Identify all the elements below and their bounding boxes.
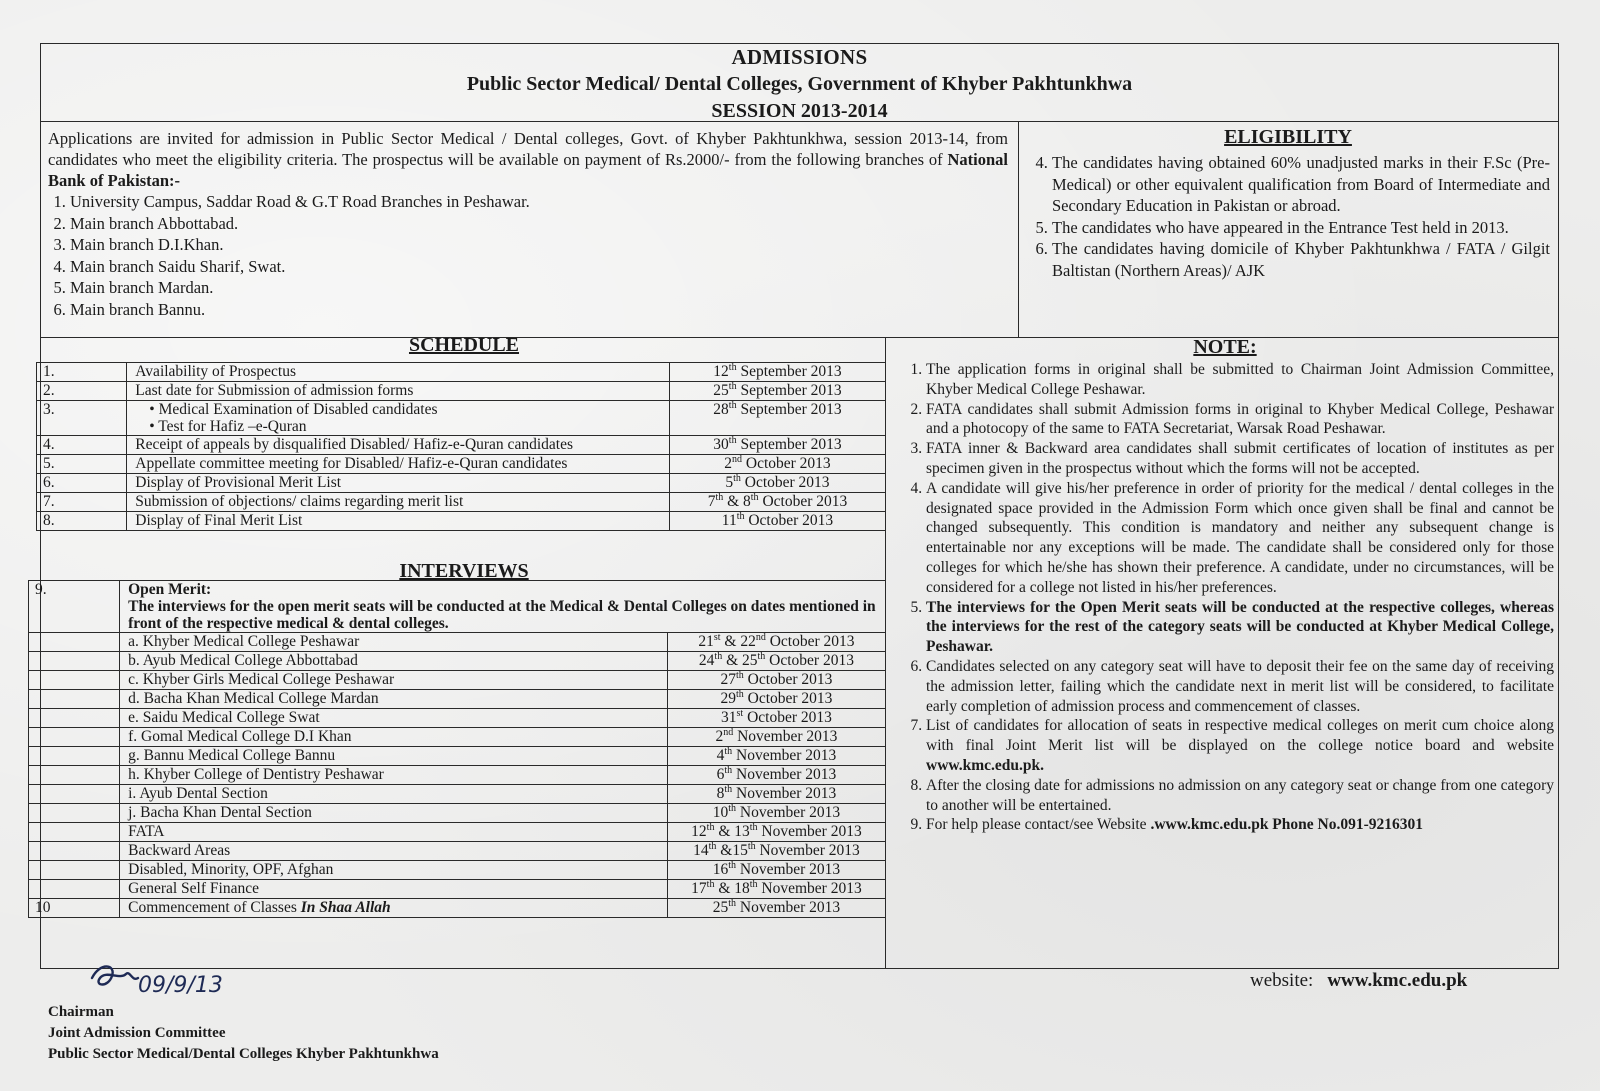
date-day: 17 [691, 880, 707, 897]
interviews-title: INTERVIEWS [399, 560, 529, 582]
branch-list [48, 191, 1008, 320]
note-text: Candidates selected on any category seat will have to deposit their fee on the same day of receiving the admission letter, failing which the candidate next in merit list will be considered, to facilitate early completion of admission process and commencement of classes. [926, 657, 1554, 715]
date-month-year: November 2013 [732, 766, 837, 783]
date-suffix: th [708, 840, 717, 852]
college-cell: a. Khyber Medical College Peshawar [120, 633, 668, 652]
date-day: 2 [724, 455, 732, 472]
college-cell: d. Bacha Khan Medical College Mardan [120, 690, 668, 709]
event-cell [127, 363, 670, 382]
intro-section [48, 128, 1008, 320]
date-cell [667, 690, 885, 709]
date-month-year: October 2013 [744, 512, 834, 529]
eligibility-item: 5. The candidates who have appeared in the Entrance Test held in 2013. [1052, 217, 1550, 239]
branch-item: 1. University Campus, Saddar Road & G.T Road Branches in Peshawar. [70, 191, 1008, 213]
date-month-year: October 2013 [743, 690, 833, 707]
notice-header [40, 44, 1559, 125]
date-suffix: th [714, 650, 723, 662]
date-suffix: th [728, 399, 737, 411]
interview-row [29, 690, 886, 709]
eligibility-item: 6. The candidates having domicile of Khyber Pakhtunkhwa / FATA / Gilgit Baltistan (Northern Areas)/ AJK [1052, 238, 1550, 281]
note-item [926, 776, 1554, 816]
interview-row [29, 823, 886, 842]
note-text: List of candidates for allocation of seats in respective medical colleges on merit cum choice along with final Joint Merit list will be displayed on the college notice board and website [926, 717, 1554, 755]
interview-row [29, 747, 886, 766]
date-month-year: November 2013 [732, 785, 837, 802]
date-day-second: & 18 [714, 880, 750, 897]
date-cell [669, 493, 885, 512]
date-suffix: th [724, 745, 733, 757]
date-suffix: th [747, 840, 756, 852]
college-cell: Disabled, Minority, OPF, Afghan [120, 861, 668, 880]
note-title: NOTE: [1193, 336, 1257, 358]
schedule-title: SCHEDULE [408, 334, 520, 356]
open-merit-title: Open Merit: [128, 581, 212, 598]
date-suffix: th [733, 472, 741, 484]
date-suffix: th [749, 821, 758, 833]
date-day: 12 [713, 363, 729, 380]
branch-item: 2. Main branch Abbottabad. [70, 213, 1008, 235]
note-text: FATA candidates shall submit Admission forms in original to Khyber Medical College, Peshawar and a photocopy of the same to FATA Secretariat, Warsak Road Peshawar. [926, 400, 1554, 438]
website-footer [1250, 970, 1467, 992]
date-cell [667, 671, 885, 690]
row-number [29, 671, 120, 690]
date-cell [669, 474, 885, 493]
note-link[interactable]: www.kmc.edu.pk. [926, 756, 1044, 774]
date-day: 11 [721, 512, 737, 529]
row-number: 1. [37, 363, 127, 382]
event-text: Availability of Prospectus [135, 363, 296, 380]
schedule-row [37, 382, 886, 401]
branch-item: 5. Main branch Mardan. [70, 277, 1008, 299]
date-day: 27 [720, 671, 736, 688]
event-cell [127, 512, 670, 531]
date-suffix: th [735, 669, 744, 681]
date-cell [669, 436, 885, 455]
date-day: 25 [713, 382, 729, 399]
signatory-title: Chairman [48, 1004, 114, 1020]
date-suffix: th [749, 878, 758, 890]
college-cell: f. Gomal Medical College D.I Khan [120, 728, 668, 747]
row-number [29, 747, 120, 766]
college-cell: e. Saidu Medical College Swat [120, 709, 668, 728]
date-cell [667, 747, 885, 766]
date-suffix: th [736, 510, 745, 522]
signatory-committee: Joint Admission Committee [48, 1025, 226, 1041]
date-suffix: th [724, 783, 733, 795]
date-suffix: th [706, 821, 715, 833]
row-number: 5. [37, 455, 127, 474]
row-number [29, 842, 120, 861]
date-month-year: October 2013 [740, 474, 830, 491]
date-day-second: & 13 [714, 823, 750, 840]
row-number: 9. [29, 581, 120, 633]
schedule-row [37, 493, 886, 512]
row-number [29, 728, 120, 747]
row-number: 3. [37, 401, 127, 436]
row-number: 8. [37, 512, 127, 531]
date-suffix: th [715, 491, 724, 503]
date-suffix: th [757, 650, 766, 662]
date-day: 6 [716, 766, 725, 783]
note-item [926, 400, 1554, 440]
note-text: The application forms in original shall be submitted to Chairman Joint Admission Committee, Khyber Medical College Peshawar. [926, 361, 1554, 398]
signature-date: 09/9/13 [138, 973, 223, 998]
note-text: The interviews for the Open Merit seats will be conducted at the respective colleges, whereas the interviews for the rest of the category seats will be conducted at Khyber Medical College, Peshawar. [926, 598, 1554, 656]
interview-row [29, 709, 886, 728]
event-cell [127, 455, 670, 474]
date-day: 21 [698, 633, 714, 650]
date-month-year: November 2013 [757, 823, 862, 840]
date-month-year: October 2013 [742, 455, 831, 472]
date-day: 14 [693, 842, 709, 859]
date-suffix: nd [755, 631, 766, 643]
date-day-second: & 25 [722, 652, 758, 669]
interviews-table [28, 580, 886, 918]
notice-subtitle: Public Sector Medical/ Dental Colleges, Government of Khyber Pakhtunkhwa [466, 73, 1133, 95]
date-day: 7 [707, 493, 716, 510]
open-merit-desc: The interviews for the open merit seats will be conducted at the Medical & Dental Colleges on dates mentioned in front of the respective medical & dental colleges. [128, 598, 876, 632]
row-number [29, 766, 120, 785]
schedule-table [36, 362, 886, 531]
note-link[interactable]: .www.kmc.edu.pk Phone No.091-9216301 [1150, 816, 1424, 834]
event-text: Last date for Submission of admission forms [135, 382, 414, 399]
date-cell [669, 363, 885, 382]
event-cell [127, 401, 670, 436]
row-number: 4. [37, 436, 127, 455]
date-suffix: th [728, 897, 736, 909]
event-cell [127, 493, 670, 512]
interview-row [29, 633, 886, 652]
date-cell [667, 823, 885, 842]
date-cell [667, 804, 885, 823]
college-cell: General Self Finance [120, 880, 668, 899]
date-month-year: October 2013 [765, 633, 855, 650]
note-item [926, 360, 1554, 400]
row-number: 2. [37, 382, 127, 401]
event-text: • Test for Hafiz –e-Quran [149, 418, 307, 435]
open-merit-row [29, 581, 886, 633]
row-number [29, 690, 120, 709]
interview-row [29, 785, 886, 804]
row-number [29, 652, 120, 671]
date-day: 30 [713, 436, 729, 453]
date-day: 25 [712, 899, 729, 916]
date-cell [667, 842, 885, 861]
date-day-second: & 22 [720, 633, 756, 650]
date-suffix: th [728, 434, 737, 446]
event-emphasis: In Shaa Allah [300, 899, 391, 916]
note-list [896, 360, 1554, 835]
college-cell: c. Khyber Girls Medical College Peshawar [120, 671, 668, 690]
date-suffix: nd [723, 726, 734, 738]
eligibility-item: 4. The candidates having obtained 60% unadjusted marks in their F.Sc (Pre-Medical) or other equivalent qualification from Board of Intermediate and Secondary Education in Pakistan or abroad. [1052, 152, 1550, 217]
date-month-year: October 2013 [743, 671, 833, 688]
date-suffix: th [750, 491, 759, 503]
date-day: 5 [725, 474, 734, 491]
college-cell: b. Ayub Medical College Abbottabad [120, 652, 668, 671]
eligibility-list [1026, 152, 1550, 281]
date-suffix: th [728, 361, 737, 373]
date-month-year: September 2013 [736, 401, 842, 418]
row-number [29, 804, 120, 823]
date-suffix: nd [732, 453, 742, 465]
date-cell [669, 512, 885, 531]
row-number [29, 880, 120, 899]
date-cell [667, 728, 885, 747]
interview-row [29, 766, 886, 785]
event-text: Receipt of appeals by disqualified Disabled/ Hafiz-e-Quran candidates [135, 436, 573, 453]
date-day: 16 [712, 861, 729, 878]
date-month-year: September 2013 [736, 436, 842, 453]
date-day: 10 [712, 804, 729, 821]
note-section [896, 336, 1554, 835]
date-day: 2 [715, 728, 724, 745]
event-text: Display of Final Merit List [135, 512, 303, 529]
note-item [926, 479, 1554, 598]
date-suffix: th [735, 688, 744, 700]
date-cell [669, 455, 885, 474]
college-cell: h. Khyber College of Dentistry Peshawar [120, 766, 668, 785]
note-text: A candidate will give his/her preference in order of priority for the medical / dental colleges in the designated space provided in the Admission Form which once given shall be final and cannot be changed subsequently. This condition is mandatory and neither any subsequent change is entertainable nor any exceptions will be made. The candidate shall be considered only for those colleges for which he/she has shown their preference. A candidate, under no circumstances, will be considered for a college not listed in his/her preferences. [926, 479, 1554, 596]
college-cell: g. Bannu Medical College Bannu [120, 747, 668, 766]
branch-item: 3. Main branch D.I.Khan. [70, 234, 1008, 256]
date-day: 12 [691, 823, 707, 840]
interview-row [29, 652, 886, 671]
note-text: After the closing date for admissions no admission on any category seat or change from one category to another will be entertained. [926, 776, 1554, 814]
bank-name: National Bank of Pakistan:- [48, 150, 1008, 190]
date-suffix: th [724, 764, 733, 776]
date-suffix: th [706, 878, 715, 890]
note-item [926, 815, 1554, 835]
date-cell [667, 766, 885, 785]
intro-paragraph [48, 128, 1008, 191]
notice-session: SESSION 2013-2014 [711, 100, 888, 122]
commencement-row [29, 899, 886, 918]
row-number: 6. [37, 474, 127, 493]
date-day: 31 [721, 709, 737, 726]
event-text: Commencement of Classes [128, 899, 301, 916]
interview-row [29, 728, 886, 747]
website-label: website: [1250, 970, 1314, 991]
date-suffix: th [728, 802, 736, 814]
event-cell [127, 474, 670, 493]
date-suffix: th [728, 859, 736, 871]
college-cell: Backward Areas [120, 842, 668, 861]
interview-row [29, 842, 886, 861]
date-day: 24 [698, 652, 715, 669]
date-month-year: September 2013 [736, 382, 842, 399]
schedule-row [37, 512, 886, 531]
date-day-second: &15 [716, 842, 748, 859]
date-cell [669, 382, 885, 401]
event-text: • Medical Examination of Disabled candidates [149, 401, 438, 418]
date-month-year: October 2013 [743, 709, 832, 726]
college-cell: j. Bacha Khan Dental Section [120, 804, 668, 823]
note-item [926, 439, 1554, 479]
date-month-year: November 2013 [736, 804, 841, 821]
row-number [29, 861, 120, 880]
date-cell [667, 633, 885, 652]
date-day: 8 [716, 785, 725, 802]
header-divider [40, 121, 1559, 122]
event-cell [120, 899, 668, 918]
row-number [29, 823, 120, 842]
branch-item: 6. Main branch Bannu. [70, 299, 1008, 321]
branch-item: 4. Main branch Saidu Sharif, Swat. [70, 256, 1008, 278]
notice-title: ADMISSIONS [731, 45, 868, 69]
date-cell [667, 652, 885, 671]
note-item [926, 716, 1554, 775]
college-cell: FATA [120, 823, 668, 842]
date-cell [667, 785, 885, 804]
intro-text: Applications are invited for admission in Public Sector Medical / Dental colleges, Govt. of Khyber Pakhtunkhwa, session 2013-14, from candidates who meet the eligibility criteria. The prospectus will be available on payment of Rs.2000/- from the following branches of [48, 129, 1008, 169]
date-day-second: & 8 [723, 493, 751, 510]
date-cell [667, 861, 885, 880]
signatory-organization: Public Sector Medical/Dental Colleges Khyber Pakhtunkhwa [48, 1046, 439, 1062]
row-number: 7. [37, 493, 127, 512]
row-number [29, 709, 120, 728]
date-month-year: November 2013 [736, 899, 841, 916]
schedule-row [37, 401, 886, 436]
date-month-year: November 2013 [757, 880, 862, 897]
event-text: Appellate committee meeting for Disabled/ Hafiz-e-Quran candidates [135, 455, 568, 472]
event-text: Submission of objections/ claims regarding merit list [135, 493, 464, 510]
date-day: 4 [716, 747, 725, 764]
note-item [926, 598, 1554, 657]
note-item [926, 657, 1554, 716]
schedule-row [37, 455, 886, 474]
schedule-row [37, 436, 886, 455]
date-month-year: October 2013 [765, 652, 854, 669]
date-month-year: November 2013 [736, 861, 841, 878]
schedule-row [37, 363, 886, 382]
signatory-block [48, 1002, 439, 1065]
row-number [29, 785, 120, 804]
date-suffix: st [736, 707, 744, 719]
date-cell [667, 880, 885, 899]
eligibility-title: ELIGIBILITY [1224, 126, 1352, 148]
schedule-row [37, 474, 886, 493]
date-cell [667, 709, 885, 728]
event-text: Display of Provisional Merit List [135, 474, 342, 491]
date-suffix: st [713, 631, 721, 643]
date-month-year: November 2013 [733, 728, 838, 745]
college-cell: i. Ayub Dental Section [120, 785, 668, 804]
date-day: 28 [713, 401, 729, 418]
note-text: FATA inner & Backward area candidates shall submit certificates of location of institutes as per specimen given in the prospectus without which the forms will not be accepted. [926, 440, 1554, 477]
interview-row [29, 671, 886, 690]
row-number [29, 633, 120, 652]
eligibility-divider [1018, 121, 1019, 337]
date-month-year: November 2013 [755, 842, 860, 859]
date-month-year: October 2013 [758, 493, 848, 510]
note-text: For help please contact/see Website [926, 816, 1151, 834]
website-url[interactable]: www.kmc.edu.pk [1327, 970, 1468, 991]
row-number: 10 [29, 899, 120, 918]
interview-row [29, 861, 886, 880]
date-suffix: th [728, 380, 737, 392]
event-cell [127, 382, 670, 401]
eligibility-section [1026, 124, 1550, 281]
date-cell [667, 899, 885, 918]
open-merit-cell [120, 581, 886, 633]
date-day: 29 [720, 690, 736, 707]
interview-row [29, 804, 886, 823]
date-month-year: September 2013 [736, 363, 842, 380]
date-month-year: November 2013 [732, 747, 837, 764]
interview-row [29, 880, 886, 899]
event-cell [127, 436, 670, 455]
date-cell [669, 401, 885, 436]
